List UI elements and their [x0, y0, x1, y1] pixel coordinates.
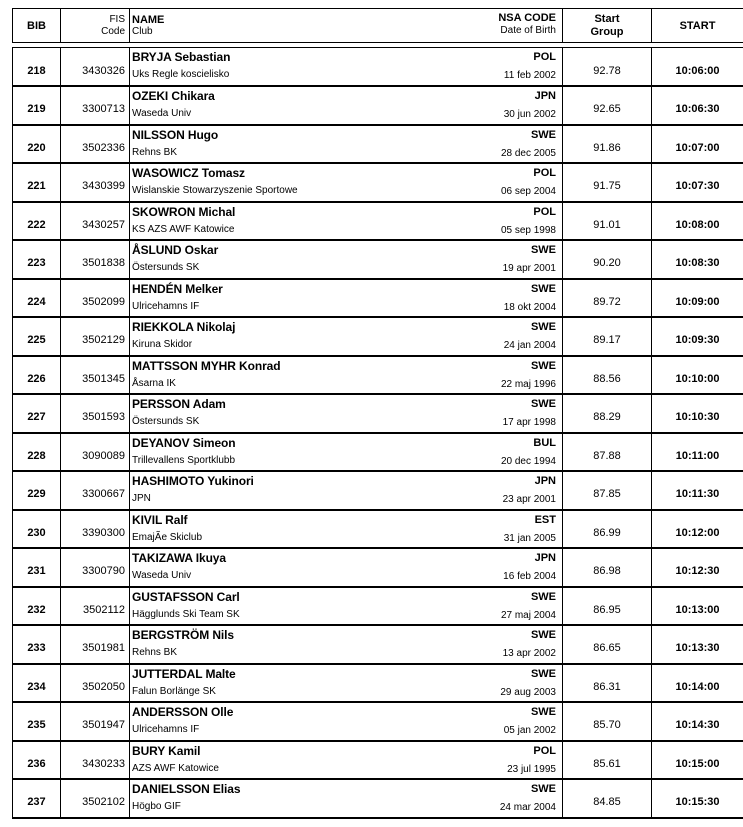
bib-cell: 230	[13, 510, 61, 549]
header-group-line1: Start	[594, 12, 620, 25]
bib-cell: 222	[13, 202, 61, 241]
start-time-cell: 10:09:30	[652, 317, 743, 356]
table-row	[13, 240, 743, 279]
athlete-name: PERSSON Adam	[132, 397, 226, 411]
nsa-code: SWE	[530, 706, 556, 718]
athlete-cell	[130, 587, 563, 626]
start-time-cell: 10:14:00	[652, 664, 743, 703]
athlete-club: Falun Borlänge SK	[132, 685, 216, 697]
athlete-name: TAKIZAWA Ikuya	[132, 551, 226, 565]
athlete-club: Ulricehamns IF	[132, 724, 200, 735]
start-time-cell: 10:12:00	[652, 510, 743, 549]
nsa-code: SWE	[530, 321, 556, 333]
fis-code-cell: 3090089	[61, 433, 130, 472]
start-list-header	[12, 8, 743, 43]
date-of-birth: 28 dec 2005	[500, 147, 556, 159]
header-nsa-block	[498, 12, 556, 37]
athlete-club: Uks Regle koscielisko	[132, 69, 230, 80]
athlete-club: AZS AWF Katowice	[132, 762, 219, 774]
nsa-code: POL	[533, 167, 556, 179]
start-group-cell: 86.31	[563, 664, 652, 703]
nsa-code: SWE	[530, 244, 556, 256]
start-time-cell: 10:10:00	[652, 356, 743, 395]
athlete-club: Waseda Univ	[132, 570, 192, 581]
athlete-name: ANDERSSON Olle	[132, 705, 234, 719]
athlete-name: BRYJA Sebastian	[132, 50, 231, 64]
athlete-club: KS AZS AWF Katowice	[132, 223, 235, 235]
nsa-code: POL	[533, 51, 556, 63]
athlete-cell	[130, 317, 563, 356]
date-of-birth: 20 dec 1994	[500, 455, 556, 467]
athlete-club: Rehns BK	[132, 647, 178, 658]
header-fis-line2: Code	[101, 25, 125, 37]
start-group-cell: 87.85	[563, 471, 652, 510]
nsa-code: SWE	[530, 398, 556, 410]
nsa-code: JPN	[534, 475, 556, 487]
table-row	[13, 548, 743, 587]
athlete-cell	[130, 548, 563, 587]
start-time-cell: 10:06:30	[652, 86, 743, 125]
fis-code-cell: 3501345	[61, 356, 130, 395]
date-of-birth: 13 apr 2002	[502, 648, 556, 659]
nsa-code: SWE	[530, 667, 556, 680]
nsa-code: SWE	[530, 590, 556, 603]
athlete-cell	[130, 664, 563, 703]
date-of-birth: 23 jul 1995	[507, 763, 556, 775]
athlete-club: Rehns BK	[132, 146, 178, 158]
header-name: NAME	[132, 13, 165, 26]
athlete-name: OZEKI Chikara	[132, 89, 215, 103]
athlete-cell	[130, 625, 563, 664]
date-of-birth: 29 aug 2003	[500, 686, 556, 698]
date-of-birth: 17 apr 1998	[502, 417, 556, 428]
fis-code-cell: 3502050	[61, 664, 130, 703]
table-row	[13, 587, 743, 626]
athlete-club: Åsarna IK	[132, 377, 176, 389]
start-group-cell: 86.95	[563, 587, 652, 626]
athlete-cell	[130, 433, 563, 472]
start-group-cell: 91.75	[563, 163, 652, 202]
athlete-name: BERGSTRÖM Nils	[132, 628, 234, 642]
bib-cell: 228	[13, 433, 61, 472]
start-group-cell: 88.29	[563, 394, 652, 433]
athlete-cell	[130, 86, 563, 125]
athlete-cell	[130, 125, 563, 164]
start-group-cell: 89.17	[563, 317, 652, 356]
start-time-cell: 10:13:30	[652, 625, 743, 664]
start-group-cell: 84.85	[563, 779, 652, 818]
start-group-cell: 86.65	[563, 625, 652, 664]
nsa-code: SWE	[530, 128, 556, 141]
bib-cell: 226	[13, 356, 61, 395]
date-of-birth: 24 mar 2004	[499, 802, 556, 813]
nsa-code: SWE	[530, 359, 556, 372]
athlete-name: RIEKKOLA Nikolaj	[132, 320, 236, 334]
fis-code-cell: 3502112	[61, 587, 130, 626]
athlete-club: Östersunds SK	[132, 262, 200, 273]
athlete-cell	[130, 202, 563, 241]
start-time-cell: 10:09:00	[652, 279, 743, 318]
start-group-cell: 85.70	[563, 702, 652, 741]
athlete-cell	[130, 163, 563, 202]
nsa-code: SWE	[530, 629, 556, 641]
header-group-line2: Group	[590, 25, 624, 38]
date-of-birth: 05 sep 1998	[500, 224, 556, 236]
date-of-birth: 27 maj 2004	[500, 609, 556, 621]
start-group-cell: 91.01	[563, 202, 652, 241]
athlete-name: HASHIMOTO Yukinori	[132, 474, 254, 488]
header-fis-line1: FIS	[109, 13, 125, 25]
athlete-cell	[130, 356, 563, 395]
table-row	[13, 741, 743, 780]
athlete-club: EmajÃe Skiclub	[132, 531, 203, 543]
athlete-name: JUTTERDAL Malte	[132, 666, 236, 681]
fis-code-cell: 3430233	[61, 741, 130, 780]
athlete-name: SKOWRON Michal	[132, 204, 236, 219]
date-of-birth: 31 jan 2005	[503, 532, 556, 544]
athlete-club: Hägglunds Ski Team SK	[132, 608, 240, 620]
bib-cell: 237	[13, 779, 61, 818]
bib-cell: 229	[13, 471, 61, 510]
athlete-name: WASOWICZ Tomasz	[132, 166, 245, 180]
athlete-cell	[130, 510, 563, 549]
table-row	[13, 125, 743, 164]
start-time-cell: 10:14:30	[652, 702, 743, 741]
start-time-cell: 10:07:00	[652, 125, 743, 164]
bib-cell: 220	[13, 125, 61, 164]
fis-code-cell: 3502336	[61, 125, 130, 164]
header-club: Club	[132, 25, 153, 37]
bib-cell: 221	[13, 163, 61, 202]
bib-cell: 233	[13, 625, 61, 664]
athlete-cell	[130, 240, 563, 279]
athlete-club: Waseda Univ	[132, 108, 192, 119]
table-row	[13, 48, 743, 87]
nsa-code: POL	[533, 205, 556, 218]
bib-cell: 218	[13, 48, 61, 87]
athlete-name: GUSTAFSSON Carl	[132, 589, 240, 604]
athlete-cell	[130, 48, 563, 87]
athlete-cell	[130, 279, 563, 318]
start-time-cell: 10:06:00	[652, 48, 743, 87]
nsa-code: SWE	[530, 282, 556, 295]
fis-code-cell: 3502102	[61, 779, 130, 818]
athlete-club: Kiruna Skidor	[132, 339, 193, 350]
bib-cell: 227	[13, 394, 61, 433]
header-date-of-birth: Date of Birth	[500, 25, 556, 36]
table-row	[13, 702, 743, 741]
athlete-name: ÅSLUND Oskar	[132, 243, 219, 257]
fis-code-cell: 3502099	[61, 279, 130, 318]
bib-cell: 223	[13, 240, 61, 279]
table-row	[13, 471, 743, 510]
start-group-cell: 85.61	[563, 741, 652, 780]
start-time-cell: 10:11:30	[652, 471, 743, 510]
table-row	[13, 317, 743, 356]
start-list-rows	[12, 47, 743, 819]
athlete-cell	[130, 702, 563, 741]
athlete-club: Högbo GIF	[132, 801, 181, 812]
athlete-name: HENDÉN Melker	[132, 281, 223, 296]
nsa-code: JPN	[534, 90, 556, 102]
fis-code-cell: 3501981	[61, 625, 130, 664]
athlete-name: MATTSSON MYHR Konrad	[132, 358, 281, 373]
nsa-code: EST	[534, 513, 556, 526]
start-time-cell: 10:08:30	[652, 240, 743, 279]
fis-code-cell: 3300667	[61, 471, 130, 510]
start-group-cell: 86.99	[563, 510, 652, 549]
header-start-group	[563, 9, 652, 43]
table-row	[13, 356, 743, 395]
table-row	[13, 394, 743, 433]
bib-cell: 236	[13, 741, 61, 780]
athlete-name: BURY Kamil	[132, 743, 201, 758]
date-of-birth: 23 apr 2001	[502, 494, 556, 505]
start-time-cell: 10:13:00	[652, 587, 743, 626]
bib-cell: 224	[13, 279, 61, 318]
athlete-cell	[130, 741, 563, 780]
header-start: START	[652, 9, 743, 43]
athlete-name: DANIELSSON Elias	[132, 782, 241, 796]
date-of-birth: 30 jun 2002	[503, 109, 556, 120]
athlete-name: NILSSON Hugo	[132, 127, 219, 142]
athlete-cell	[130, 779, 563, 818]
bib-cell: 231	[13, 548, 61, 587]
table-row	[13, 779, 743, 818]
fis-code-cell: 3300790	[61, 548, 130, 587]
bib-cell: 225	[13, 317, 61, 356]
header-nsa-code: NSA CODE	[498, 12, 556, 24]
date-of-birth: 24 jan 2004	[503, 340, 556, 351]
date-of-birth: 22 maj 1996	[500, 378, 556, 390]
athlete-cell	[130, 471, 563, 510]
header-bib: BIB	[13, 9, 61, 43]
start-time-cell: 10:15:00	[652, 741, 743, 780]
table-row	[13, 202, 743, 241]
start-time-cell: 10:08:00	[652, 202, 743, 241]
start-group-cell: 86.98	[563, 548, 652, 587]
fis-code-cell: 3501838	[61, 240, 130, 279]
table-row	[13, 163, 743, 202]
date-of-birth: 16 feb 2004	[503, 571, 556, 582]
bib-cell: 219	[13, 86, 61, 125]
fis-code-cell: 3502129	[61, 317, 130, 356]
fis-code-cell: 3430257	[61, 202, 130, 241]
table-row	[13, 664, 743, 703]
athlete-club: Trillevallens Sportklubb	[132, 454, 236, 466]
start-time-cell: 10:15:30	[652, 779, 743, 818]
fis-code-cell: 3501593	[61, 394, 130, 433]
start-group-cell: 87.88	[563, 433, 652, 472]
nsa-code: JPN	[534, 552, 556, 564]
bib-cell: 235	[13, 702, 61, 741]
start-group-cell: 92.78	[563, 48, 652, 87]
athlete-club: JPN	[132, 493, 151, 504]
date-of-birth: 18 okt 2004	[503, 301, 556, 313]
fis-code-cell: 3430399	[61, 163, 130, 202]
athlete-name: DEYANOV Simeon	[132, 435, 236, 450]
date-of-birth: 11 feb 2002	[503, 70, 556, 81]
table-row	[13, 86, 743, 125]
header-fis-code	[61, 9, 130, 43]
nsa-code: POL	[533, 744, 556, 757]
fis-code-cell: 3501947	[61, 702, 130, 741]
date-of-birth: 19 apr 2001	[502, 263, 556, 274]
athlete-club: Ulricehamns IF	[132, 300, 200, 312]
start-group-cell: 89.72	[563, 279, 652, 318]
header-name-club	[130, 9, 563, 43]
date-of-birth: 05 jan 2002	[503, 725, 556, 736]
nsa-code: BUL	[533, 436, 556, 449]
table-row	[13, 625, 743, 664]
athlete-club: Östersunds SK	[132, 416, 200, 427]
fis-code-cell: 3430326	[61, 48, 130, 87]
date-of-birth: 06 sep 2004	[500, 186, 556, 197]
table-row	[13, 433, 743, 472]
start-group-cell: 91.86	[563, 125, 652, 164]
bib-cell: 232	[13, 587, 61, 626]
athlete-club: Wislanskie Stowarzyszenie Sportowe	[132, 185, 298, 196]
start-time-cell: 10:10:30	[652, 394, 743, 433]
start-group-cell: 92.65	[563, 86, 652, 125]
athlete-cell	[130, 394, 563, 433]
bib-cell: 234	[13, 664, 61, 703]
nsa-code: SWE	[530, 783, 556, 795]
table-row	[13, 279, 743, 318]
start-time-cell: 10:11:00	[652, 433, 743, 472]
start-time-cell: 10:07:30	[652, 163, 743, 202]
athlete-name: KIVIL Ralf	[132, 512, 188, 527]
fis-code-cell: 3390300	[61, 510, 130, 549]
start-time-cell: 10:12:30	[652, 548, 743, 587]
table-row	[13, 510, 743, 549]
start-group-cell: 90.20	[563, 240, 652, 279]
fis-code-cell: 3300713	[61, 86, 130, 125]
start-group-cell: 88.56	[563, 356, 652, 395]
